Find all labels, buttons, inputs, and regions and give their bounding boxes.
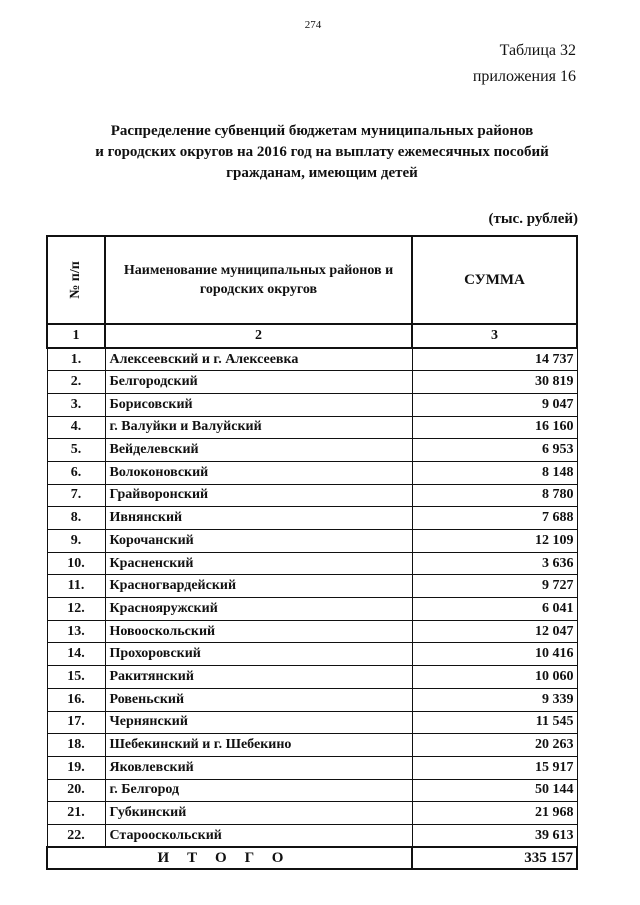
- row-sum: 10 060: [412, 666, 577, 689]
- row-name: Красногвардейский: [105, 575, 412, 598]
- table-row: [47, 575, 577, 598]
- table-row: [47, 393, 577, 416]
- table-row: [47, 666, 577, 689]
- row-number: 20.: [47, 779, 105, 802]
- row-name: Борисовский: [105, 393, 412, 416]
- table-body: [47, 348, 577, 847]
- table-row: [47, 711, 577, 734]
- row-name: Белгородский: [105, 371, 412, 394]
- row-sum: 10 416: [412, 643, 577, 666]
- row-number: 11.: [47, 575, 105, 598]
- column-number-2: 2: [105, 324, 412, 348]
- row-number: 4.: [47, 416, 105, 439]
- table-row: [47, 530, 577, 553]
- row-number: 1.: [47, 348, 105, 371]
- row-number: 12.: [47, 598, 105, 621]
- row-name: г. Валуйки и Валуйский: [105, 416, 412, 439]
- table-row: [47, 734, 577, 757]
- row-number: 14.: [47, 643, 105, 666]
- row-sum: 39 613: [412, 824, 577, 847]
- row-sum: 3 636: [412, 552, 577, 575]
- row-name: Корочанский: [105, 530, 412, 553]
- table-row: [47, 779, 577, 802]
- header-name: Наименование муниципальных районов и городских округов: [105, 236, 412, 324]
- row-number: 9.: [47, 530, 105, 553]
- document-title-line-3: гражданам, имеющим детей: [226, 165, 418, 181]
- table-row: [47, 688, 577, 711]
- row-number: 7.: [47, 484, 105, 507]
- row-name: Старооскольский: [105, 824, 412, 847]
- row-sum: 8 780: [412, 484, 577, 507]
- table-row: [47, 348, 577, 371]
- row-sum: 30 819: [412, 371, 577, 394]
- row-sum: 7 688: [412, 507, 577, 530]
- row-name: Шебекинский и г. Шебекино: [105, 734, 412, 757]
- row-name: Новооскольский: [105, 620, 412, 643]
- header-sum: СУММА: [412, 236, 577, 324]
- row-sum: 8 148: [412, 461, 577, 484]
- document-title-line-2: и городских округов на 2016 год на выплату ежемесячных пособий: [95, 144, 549, 160]
- row-number: 2.: [47, 371, 105, 394]
- table-row: [47, 824, 577, 847]
- row-name: Волоконовский: [105, 461, 412, 484]
- total-label: ИТОГО: [47, 847, 412, 869]
- table-reference-line-2: приложения 16: [472, 68, 576, 85]
- row-sum: 21 968: [412, 802, 577, 825]
- row-number: 19.: [47, 756, 105, 779]
- table-reference: [473, 38, 576, 90]
- table-header-row: [47, 236, 577, 324]
- row-number: 16.: [47, 688, 105, 711]
- row-name: Губкинский: [105, 802, 412, 825]
- row-sum: 20 263: [412, 734, 577, 757]
- column-number-row: [47, 324, 577, 348]
- row-number: 3.: [47, 393, 105, 416]
- row-name: Красненский: [105, 552, 412, 575]
- row-sum: 9 047: [412, 393, 577, 416]
- row-name: Чернянский: [105, 711, 412, 734]
- table-row: [47, 802, 577, 825]
- row-name: г. Белгород: [105, 779, 412, 802]
- row-name: Грайворонский: [105, 484, 412, 507]
- row-number: 8.: [47, 507, 105, 530]
- table-row: [47, 461, 577, 484]
- table-row: [47, 416, 577, 439]
- table-row: [47, 620, 577, 643]
- table-row: [47, 371, 577, 394]
- row-sum: 9 727: [412, 575, 577, 598]
- row-name: Краснояружский: [105, 598, 412, 621]
- row-name: Прохоровский: [105, 643, 412, 666]
- column-number-1: 1: [47, 324, 105, 348]
- table-row: [47, 756, 577, 779]
- table-reference-line-1: Таблица 32: [499, 42, 576, 59]
- column-number-3: 3: [412, 324, 577, 348]
- row-name: Ровеньский: [105, 688, 412, 711]
- row-number: 5.: [47, 439, 105, 462]
- row-number: 10.: [47, 552, 105, 575]
- row-sum: 11 545: [412, 711, 577, 734]
- row-sum: 6 953: [412, 439, 577, 462]
- row-name: Ракитянский: [105, 666, 412, 689]
- row-number: 15.: [47, 666, 105, 689]
- header-num: [47, 236, 105, 324]
- units-label: (тыс. рублей): [488, 211, 578, 227]
- page-number: 274: [304, 19, 322, 31]
- row-sum: 12 109: [412, 530, 577, 553]
- total-sum: 335 157: [412, 847, 577, 869]
- total-row: [47, 847, 577, 869]
- row-sum: 15 917: [412, 756, 577, 779]
- table-row: [47, 643, 577, 666]
- table-row: [47, 507, 577, 530]
- row-name: Вейделевский: [105, 439, 412, 462]
- row-number: 22.: [47, 824, 105, 847]
- row-sum: 14 737: [412, 348, 577, 371]
- row-name: Алексеевский и г. Алексеевка: [105, 348, 412, 371]
- row-sum: 50 144: [412, 779, 577, 802]
- table-row: [47, 598, 577, 621]
- table-row: [47, 484, 577, 507]
- document-title-line-1: Распределение субвенций бюджетам муниципальных районов: [110, 123, 534, 139]
- header-num-label: № п/п: [68, 261, 83, 299]
- document-title: [70, 121, 574, 184]
- row-sum: 16 160: [412, 416, 577, 439]
- row-number: 17.: [47, 711, 105, 734]
- row-number: 6.: [47, 461, 105, 484]
- table-row: [47, 439, 577, 462]
- table-row: [47, 552, 577, 575]
- row-sum: 12 047: [412, 620, 577, 643]
- row-name: Яковлевский: [105, 756, 412, 779]
- subsidy-table: [46, 235, 578, 870]
- row-number: 18.: [47, 734, 105, 757]
- row-name: Ивнянский: [105, 507, 412, 530]
- row-sum: 9 339: [412, 688, 577, 711]
- row-number: 21.: [47, 802, 105, 825]
- row-number: 13.: [47, 620, 105, 643]
- row-sum: 6 041: [412, 598, 577, 621]
